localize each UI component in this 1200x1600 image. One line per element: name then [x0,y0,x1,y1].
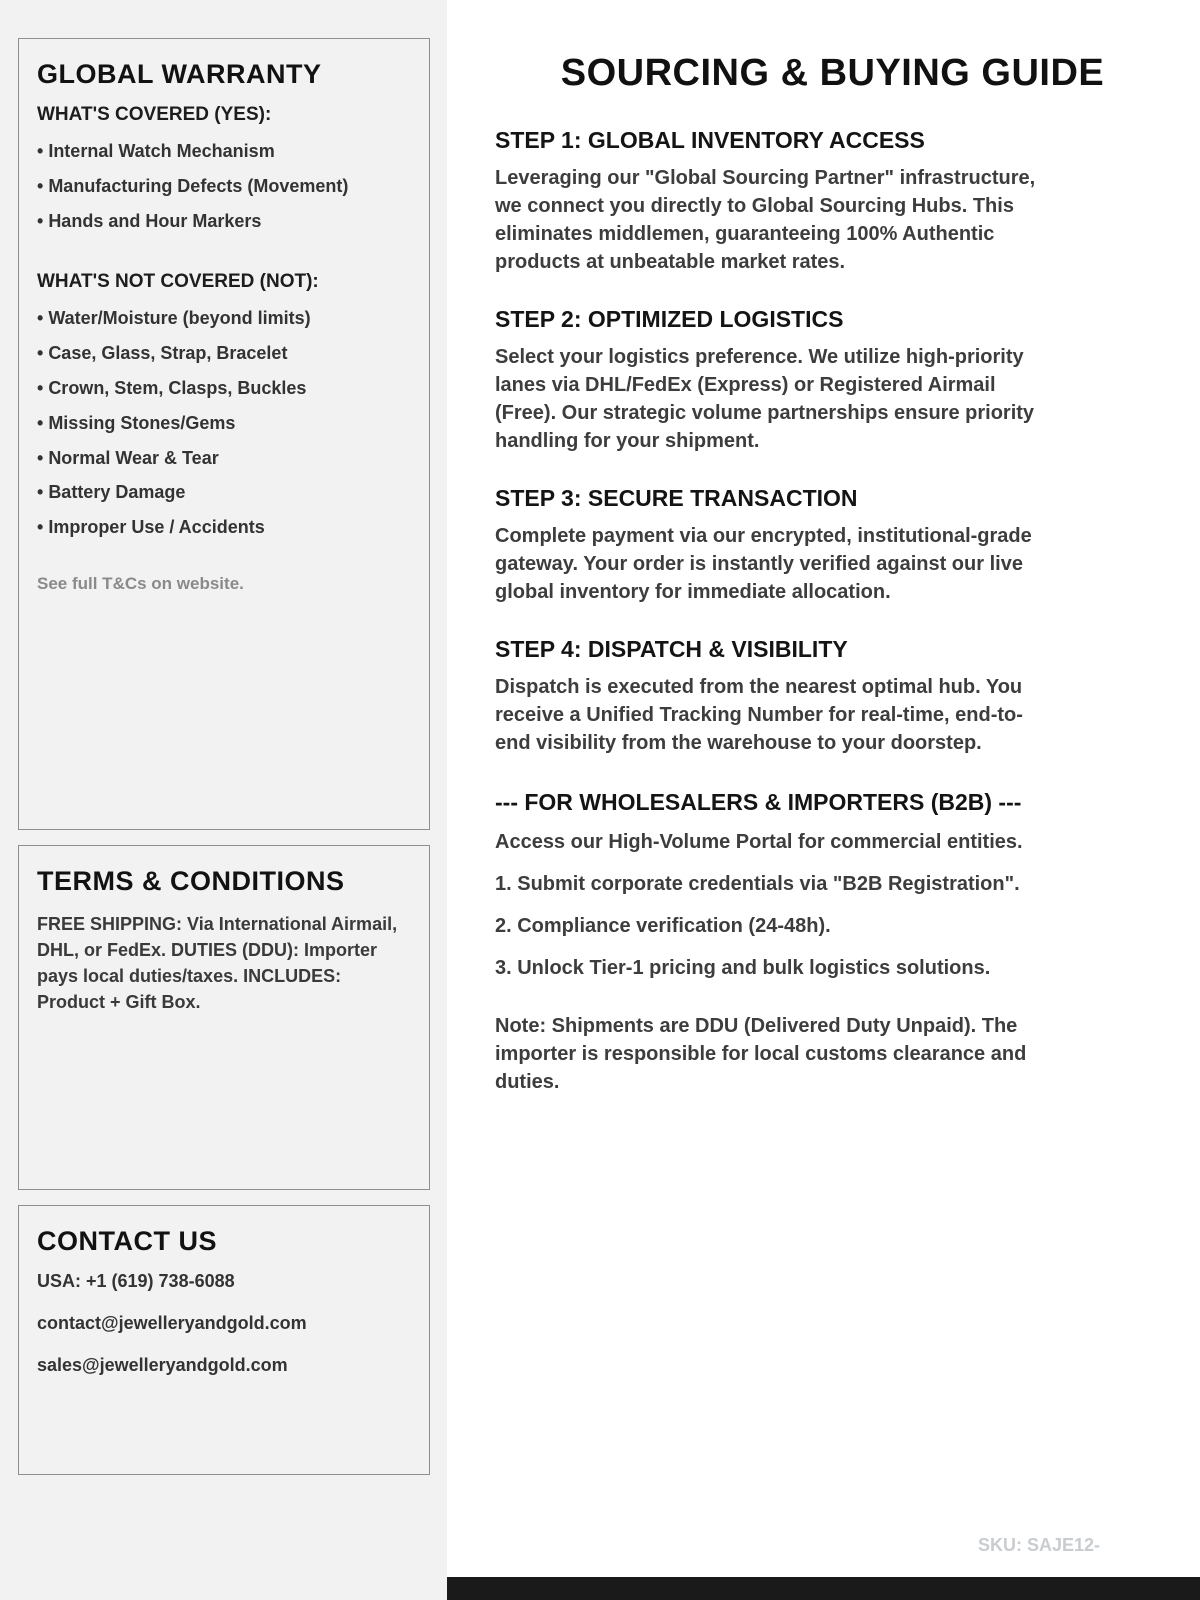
b2b-note: Note: Shipments are DDU (Delivered Duty Unpaid). The importer is responsible for local customs clearance and duties. [495,1015,1027,1093]
list-item: • Normal Wear & Tear [37,449,411,469]
step-3-body: Complete payment via our encrypted, institutional-grade gateway. Your order is instantly verified against our live global inventory for immediate allocation. [495,525,1032,603]
warranty-title: GLOBAL WARRANTY [37,59,322,89]
b2b-heading: --- FOR WHOLESALERS & IMPORTERS (B2B) --- [495,789,1022,815]
step-3-heading: STEP 3: SECURE TRANSACTION [495,485,858,511]
not-covered-list [37,309,411,538]
warranty-footnote: See full T&Cs on website. [37,573,244,593]
footer-bar [447,1577,1200,1600]
terms-body: FREE SHIPPING: Via International Airmail, DHL, or FedEx. DUTIES (DDU): Importer pays local duties/taxes. INCLUDES: Product + Gift Box. [37,914,398,1013]
covered-list [37,142,411,231]
not-covered-heading: WHAT'S NOT COVERED (NOT): [37,271,319,293]
step-2-body: Select your logistics preference. We utilize high-priority lanes via DHL/FedEx (Express) or Registered Airmail (Free). Our strategic volume partnerships ensure priority handling for your shipment. [495,346,1035,452]
contact-title: CONTACT US [37,1226,217,1256]
contact-box [18,1205,430,1475]
terms-title: TERMS & CONDITIONS [37,866,345,896]
step-4-heading: STEP 4: DISPATCH & VISIBILITY [495,636,848,662]
b2b-intro: Access our High-Volume Portal for commercial entities. [495,831,1023,853]
step-4-body: Dispatch is executed from the nearest optimal hub. You receive a Unified Tracking Number for real-time, end-to-end visibility from the warehouse to your doorstep. [495,676,1023,754]
list-item: • Water/Moisture (beyond limits) [37,309,411,329]
b2b-step-3: 3. Unlock Tier-1 pricing and bulk logistics solutions. [495,957,991,979]
step-1-body: Leveraging our "Global Sourcing Partner" infrastructure, we connect you directly to Global Sourcing Hubs. This eliminates middlemen, guaranteeing 100% Authentic products at unbeatable market rates. [495,167,1036,273]
list-item: • Hands and Hour Markers [37,212,411,232]
main-content [447,0,1200,1600]
list-item: • Crown, Stem, Clasps, Buckles [37,379,411,399]
list-item: • Improper Use / Accidents [37,518,411,538]
guide-column [495,127,1070,1096]
global-warranty-box [18,38,430,830]
list-item: • Case, Glass, Strap, Bracelet [37,344,411,364]
sku-label: SKU: SAJE12- [977,1535,1100,1555]
list-item: • Manufacturing Defects (Movement) [37,177,411,197]
step-1-heading: STEP 1: GLOBAL INVENTORY ACCESS [495,127,925,153]
contact-email: contact@jewelleryandgold.com [37,1313,307,1333]
list-item: • Battery Damage [37,483,411,503]
sales-email: sales@jewelleryandgold.com [37,1355,288,1375]
list-item: • Internal Watch Mechanism [37,142,411,162]
contact-phone: USA: +1 (619) 738-6088 [37,1271,235,1291]
list-item: • Missing Stones/Gems [37,414,411,434]
covered-heading: WHAT'S COVERED (YES): [37,104,272,125]
step-2-heading: STEP 2: OPTIMIZED LOGISTICS [495,306,844,332]
b2b-step-1: 1. Submit corporate credentials via "B2B Registration". [495,873,1020,895]
terms-box [18,845,430,1190]
page-title: SOURCING & BUYING GUIDE [560,52,1105,94]
sidebar [0,0,447,1600]
b2b-step-2: 2. Compliance verification (24-48h). [495,915,831,937]
